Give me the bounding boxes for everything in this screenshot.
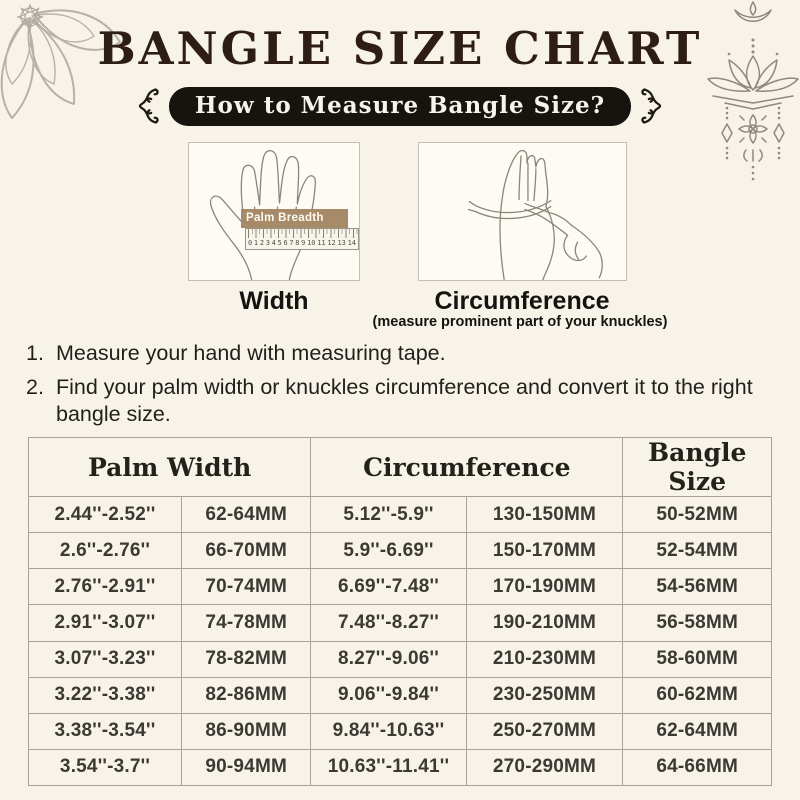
ruler-number: 5 — [277, 239, 282, 247]
table-row — [29, 569, 772, 605]
ruler-number: 12 — [327, 239, 336, 247]
flourish-right-icon — [641, 84, 667, 128]
table-cell: 54-56MM — [623, 569, 772, 605]
table-cell: 190-210MM — [466, 605, 623, 641]
table-row — [29, 749, 772, 785]
ruler-number: 14 — [347, 239, 356, 247]
table-cell: 62-64MM — [182, 497, 311, 533]
subtitle-pill — [169, 87, 631, 126]
ruler-number: 2 — [259, 239, 265, 247]
table-cell: 10.63''-11.41'' — [311, 749, 466, 785]
ruler-number: 13 — [337, 239, 346, 247]
table-cell: 78-82MM — [182, 641, 311, 677]
ruler-ticks — [246, 229, 358, 238]
table-cell: 66-70MM — [182, 533, 311, 569]
instruction-text: Find your palm width or knuckles circumference and convert it to the right bangle size. — [56, 374, 753, 426]
table-cell: 82-86MM — [182, 677, 311, 713]
ruler-number: 0 — [248, 239, 253, 247]
ruler-label: Palm Breadth — [241, 209, 348, 228]
table-cell: 250-270MM — [466, 713, 623, 749]
circumference-caption: Circumference — [434, 287, 610, 315]
table-cell: 5.9''-6.69'' — [311, 533, 466, 569]
ruler-number: 7 — [289, 239, 294, 247]
table-cell: 70-74MM — [182, 569, 311, 605]
table-row — [29, 641, 772, 677]
column-header: Palm Width — [29, 438, 311, 497]
subtitle-row — [0, 84, 800, 128]
table-cell: 58-60MM — [623, 641, 772, 677]
table-row — [29, 497, 772, 533]
table-cell: 3.54''-3.7'' — [29, 749, 182, 785]
table-row — [29, 605, 772, 641]
table-cell: 7.48''-8.27'' — [311, 605, 466, 641]
column-header: Bangle Size — [623, 438, 772, 497]
ruler-number: 9 — [301, 239, 306, 247]
instructions-list — [26, 340, 774, 435]
table-cell: 60-62MM — [623, 677, 772, 713]
ruler-number: 3 — [265, 239, 270, 247]
table-cell: 6.69''-7.48'' — [311, 569, 466, 605]
table-cell: 74-78MM — [182, 605, 311, 641]
table-cell: 90-94MM — [182, 749, 311, 785]
ruler-numbers — [246, 238, 358, 248]
table-cell: 50-52MM — [623, 497, 772, 533]
table-cell: 270-290MM — [466, 749, 623, 785]
subtitle-pill-label: How to Measure Bangle Size? — [194, 91, 606, 119]
circumference-note: (measure prominent part of your knuckles) — [372, 314, 668, 330]
flourish-left-icon — [133, 84, 159, 128]
ruler-number: 1 — [253, 239, 259, 247]
table-cell: 130-150MM — [466, 497, 623, 533]
ruler-number: 8 — [295, 239, 300, 247]
measuring-ruler — [245, 228, 359, 250]
table-cell: 8.27''-9.06'' — [311, 641, 466, 677]
table-cell: 3.22''-3.38'' — [29, 677, 182, 713]
table-cell: 3.38''-3.54'' — [29, 713, 182, 749]
table-cell: 150-170MM — [466, 533, 623, 569]
instruction-item — [26, 374, 774, 428]
ruler-number: 10 — [307, 239, 316, 247]
table-cell: 64-66MM — [623, 749, 772, 785]
width-figure — [188, 142, 360, 281]
ruler-number: 4 — [271, 239, 276, 247]
knuckle-measure-hands-illustration — [419, 143, 626, 280]
size-table — [28, 437, 772, 786]
table-row — [29, 713, 772, 749]
table-cell: 3.07''-3.23'' — [29, 641, 182, 677]
table-cell: 230-250MM — [466, 677, 623, 713]
table-cell: 86-90MM — [182, 713, 311, 749]
instruction-number: 2. — [26, 374, 44, 399]
table-cell: 2.91''-3.07'' — [29, 605, 182, 641]
instruction-text: Measure your hand with measuring tape. — [56, 341, 446, 365]
width-caption: Width — [239, 287, 309, 315]
page-title: BANGLE SIZE CHART — [97, 22, 703, 75]
table-cell: 170-190MM — [466, 569, 623, 605]
table-cell: 52-54MM — [623, 533, 772, 569]
column-header: Circumference — [311, 438, 623, 497]
table-row — [29, 533, 772, 569]
instruction-number: 1. — [26, 341, 44, 365]
table-cell: 62-64MM — [623, 713, 772, 749]
table-cell: 56-58MM — [623, 605, 772, 641]
ruler-number: 11 — [317, 239, 326, 247]
size-table-header-row — [29, 438, 772, 497]
table-cell: 9.06''-9.84'' — [311, 677, 466, 713]
table-cell: 9.84''-10.63'' — [311, 713, 466, 749]
size-table-body — [29, 497, 772, 786]
table-row — [29, 677, 772, 713]
table-cell: 210-230MM — [466, 641, 623, 677]
circumference-figure — [418, 142, 627, 281]
table-cell: 5.12''-5.9'' — [311, 497, 466, 533]
table-cell: 2.76''-2.91'' — [29, 569, 182, 605]
ruler-number: 6 — [283, 239, 288, 247]
table-cell: 2.6''-2.76'' — [29, 533, 182, 569]
instruction-item — [26, 340, 774, 367]
table-cell: 2.44''-2.52'' — [29, 497, 182, 533]
